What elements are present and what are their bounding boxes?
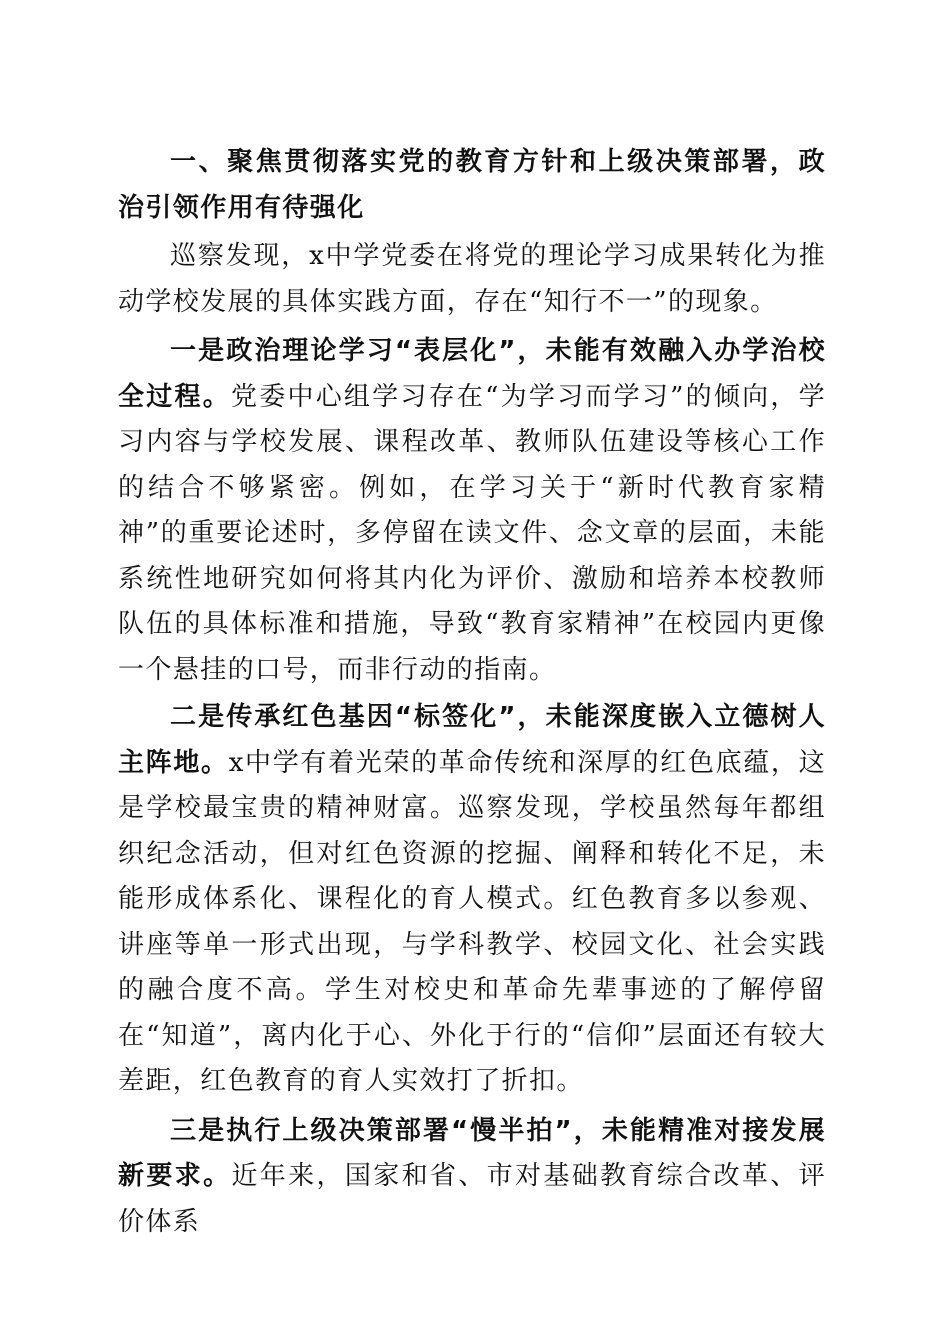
document-body [118,140,826,1245]
paragraph-point-2 [118,695,826,1105]
paragraph-point-3-text: 近年来，国家和省、市对基础教育综合改革、评价体系 [118,1161,826,1237]
section-heading: 一、聚焦贯彻落实党的教育方针和上级决策部署，政治引领作用有待强化 [118,147,826,223]
paragraph-point-1-text: 党委中心组学习存在“为学习而学习”的倾向，学习内容与学校发展、课程改革、教师队伍建设等核心工作的结合不够紧密。例如，在学习关于“新时代教育家精神”的重要论述时，多停留在读文件、念文章的层面，未能系统性地研究如何将其内化为评价、激励和培养本校教师队伍的具体标准和措施，导致“教育家精神”在校园内更像一个悬挂的口号，而非行动的指南。 [118,381,826,685]
paragraph-intro [118,234,826,325]
paragraph-point-1 [118,329,826,693]
paragraph-point-3-lead: 三是执行上级决策部署“慢半拍”，未能精准对接发展新要求。 [118,1115,826,1191]
paragraph-point-3 [118,1109,826,1246]
paragraph-point-1-lead: 一是政治理论学习“表层化”，未能有效融入办学治校全过程。 [118,336,826,412]
paragraph-point-2-lead: 二是传承红色基因“标签化”，未能深度嵌入立德树人主阵地。 [118,702,826,778]
paragraph-point-2-text: x中学有着光荣的革命传统和深厚的红色底蕴，这是学校最宝贵的精神财富。巡察发现，学校虽然每年都组织纪念活动，但对红色资源的挖掘、阐释和转化不足，未能形成体系化、课程化的育人模式。红色教育多以参观、讲座等单一形式出现，与学科教学、校园文化、社会实践的融合度不高。学生对校史和革命先辈事迹的了解停留在“知道”，离内化于心、外化于行的“信仰”层面还有较大差距，红色教育的育人实效打了折扣。 [118,747,826,1096]
paragraph-intro-text: 巡察发现，x中学党委在将党的理论学习成果转化为推动学校发展的具体实践方面，存在“知行不一”的现象。 [118,241,826,317]
